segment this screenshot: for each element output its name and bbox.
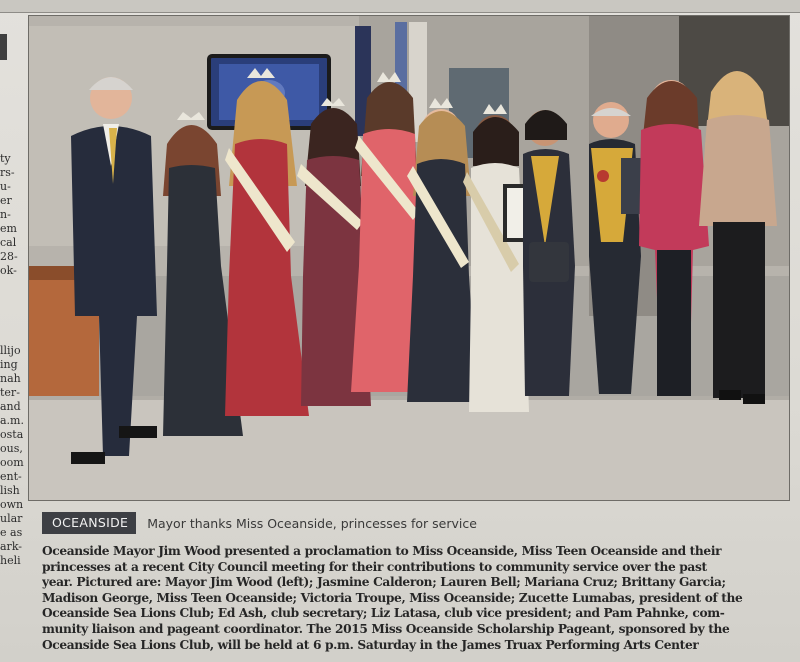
column-fragment: ter-	[0, 386, 20, 399]
column-fragment: own	[0, 498, 24, 511]
column-fragment: oom	[0, 456, 24, 469]
page-top-rule	[0, 0, 800, 13]
column-fragment: llijo	[0, 344, 21, 357]
column-fragment: ark-	[0, 540, 23, 553]
column-fragment: rs-	[0, 166, 15, 179]
column-fragment: e as	[0, 526, 23, 539]
column-fragment: ous,	[0, 442, 23, 455]
column-marker	[0, 34, 7, 60]
column-fragment: em	[0, 222, 17, 235]
column-fragment: a.m.	[0, 414, 24, 427]
column-fragment: u-	[0, 180, 11, 193]
article-line: Oceanside Sea Lions Club, will be held at 6 p.m. Saturday in the James Truax Performing Arts Center	[42, 637, 699, 652]
adjacent-column-text	[0, 30, 30, 662]
column-fragment: ing	[0, 358, 18, 371]
column-fragment: and	[0, 400, 21, 413]
section-tag: OCEANSIDE	[42, 512, 136, 534]
article-line: year. Pictured are: Mayor Jim Wood (left); Jasmine Calderon; Lauren Bell; Mariana Cruz; Brittany Garcia;	[42, 575, 726, 590]
column-fragment: er	[0, 194, 12, 207]
column-fragment: 28-	[0, 250, 18, 263]
group-photo	[28, 15, 790, 501]
group-photo-illustration	[29, 16, 789, 500]
column-fragment: nah	[0, 372, 21, 385]
column-fragment: ty	[0, 152, 11, 165]
column-fragment: ok-	[0, 264, 17, 277]
column-fragment: ent-	[0, 470, 22, 483]
column-fragment: osta	[0, 428, 24, 441]
column-fragment: lish	[0, 484, 20, 497]
column-fragment: heli	[0, 554, 21, 567]
article-line: Oceanside Sea Lions Club; Ed Ash, club secretary; Liz Latasa, club vice president; and Pam Pahnke, com-	[42, 606, 725, 621]
article-body	[42, 544, 800, 662]
caption-headline: Mayor thanks Miss Oceanside, princesses for service	[147, 515, 477, 531]
article-line: Madison George, Miss Teen Oceanside; Victoria Troupe, Miss Oceanside; Zucette Lumabas, president of the	[42, 590, 743, 605]
person-madison	[407, 98, 477, 402]
article-line: Oceanside Mayor Jim Wood presented a proclamation to Miss Oceanside, Miss Teen Oceanside and their	[42, 544, 722, 558]
article-line: princesses at a recent City Council meeting for their contributions to community service over the past	[42, 559, 707, 574]
photo-caption-bar	[42, 512, 782, 534]
column-fragment: cal	[0, 236, 17, 249]
column-fragment: n-	[0, 208, 11, 221]
article-line: munity liaison and pageant coordinator. The 2015 Miss Oceanside Scholarship Pageant, sponsored by the	[42, 621, 730, 636]
column-fragment: ular	[0, 512, 23, 525]
